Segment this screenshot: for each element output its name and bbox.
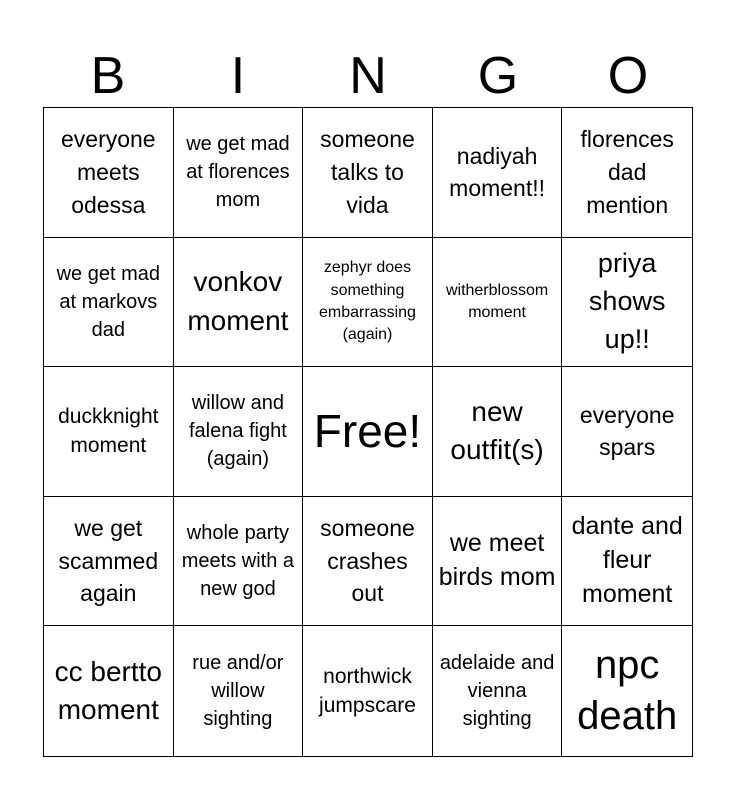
bingo-cell[interactable]: [433, 497, 563, 627]
bingo-cell[interactable]: [562, 108, 692, 238]
bingo-cell[interactable]: [303, 497, 433, 627]
bingo-cell-text: duckknight moment: [58, 405, 159, 458]
free-space-text: Free!: [313, 405, 422, 458]
bingo-cell-text: someone crashes out: [320, 515, 415, 607]
bingo-free-space[interactable]: [303, 367, 433, 497]
bingo-cell-text: zephyr does something embarrassing (again): [319, 259, 416, 344]
bingo-cell-text: dante and fleur moment: [571, 512, 683, 608]
bingo-cell-text: florences dad mention: [580, 126, 674, 218]
bingo-cell-text: northwick jumpscare: [319, 664, 416, 718]
bingo-board: [43, 107, 693, 757]
bingo-cell[interactable]: [174, 238, 304, 368]
bingo-cell[interactable]: [433, 238, 563, 368]
bingo-cell-text: whole party meets with a new god: [181, 522, 295, 601]
header-letter-b: B: [90, 47, 126, 105]
bingo-cell-text: we get mad at markovs dad: [56, 262, 160, 341]
bingo-cell-text: everyone meets odessa: [60, 126, 156, 218]
bingo-cell-text: npc death: [577, 643, 678, 739]
header-letter-i: I: [230, 47, 246, 105]
bingo-cell[interactable]: [44, 108, 174, 238]
bingo-cell-text: everyone spars: [579, 401, 675, 461]
bingo-cell-text: vonkov moment: [187, 266, 289, 336]
bingo-cell-text: willow and falena fight (again): [188, 392, 287, 471]
bingo-cell[interactable]: [44, 238, 174, 368]
bingo-cell[interactable]: [303, 108, 433, 238]
bingo-cell[interactable]: [303, 626, 433, 756]
bingo-cell[interactable]: [174, 108, 304, 238]
bingo-cell[interactable]: [303, 238, 433, 368]
bingo-cell-text: witherblossom moment: [445, 281, 549, 321]
bingo-cell[interactable]: [562, 238, 692, 368]
bingo-cell-text: we get mad at florences mom: [186, 133, 290, 212]
bingo-cell[interactable]: [433, 108, 563, 238]
bingo-cell[interactable]: [44, 367, 174, 497]
bingo-cell-text: rue and/or willow sighting: [192, 652, 284, 731]
bingo-cell-text: we get scammed again: [58, 515, 159, 607]
header-letter-o: O: [607, 47, 649, 105]
bingo-cell[interactable]: [562, 367, 692, 497]
header-letter-n: N: [349, 47, 387, 105]
bingo-cell-text: new outfit(s): [450, 395, 544, 466]
bingo-cell-text: priya shows up!!: [588, 248, 666, 354]
bingo-cell[interactable]: [174, 367, 304, 497]
bingo-cell[interactable]: [562, 497, 692, 627]
bingo-cell-text: we meet birds mom: [438, 529, 556, 592]
header-letter-g: G: [477, 47, 519, 105]
bingo-header: [43, 44, 693, 108]
bingo-cell[interactable]: [44, 497, 174, 627]
bingo-cell-text: adelaide and vienna sighting: [439, 652, 555, 731]
bingo-cell[interactable]: [174, 497, 304, 627]
bingo-cell[interactable]: [44, 626, 174, 756]
bingo-cell-text: cc bertto moment: [54, 655, 162, 726]
bingo-cell-text: someone talks to vida: [320, 126, 415, 218]
bingo-cell[interactable]: [174, 626, 304, 756]
bingo-cell[interactable]: [433, 367, 563, 497]
bingo-cell[interactable]: [433, 626, 563, 756]
bingo-cell[interactable]: [562, 626, 692, 756]
bingo-cell-text: nadiyah moment!!: [449, 142, 546, 202]
